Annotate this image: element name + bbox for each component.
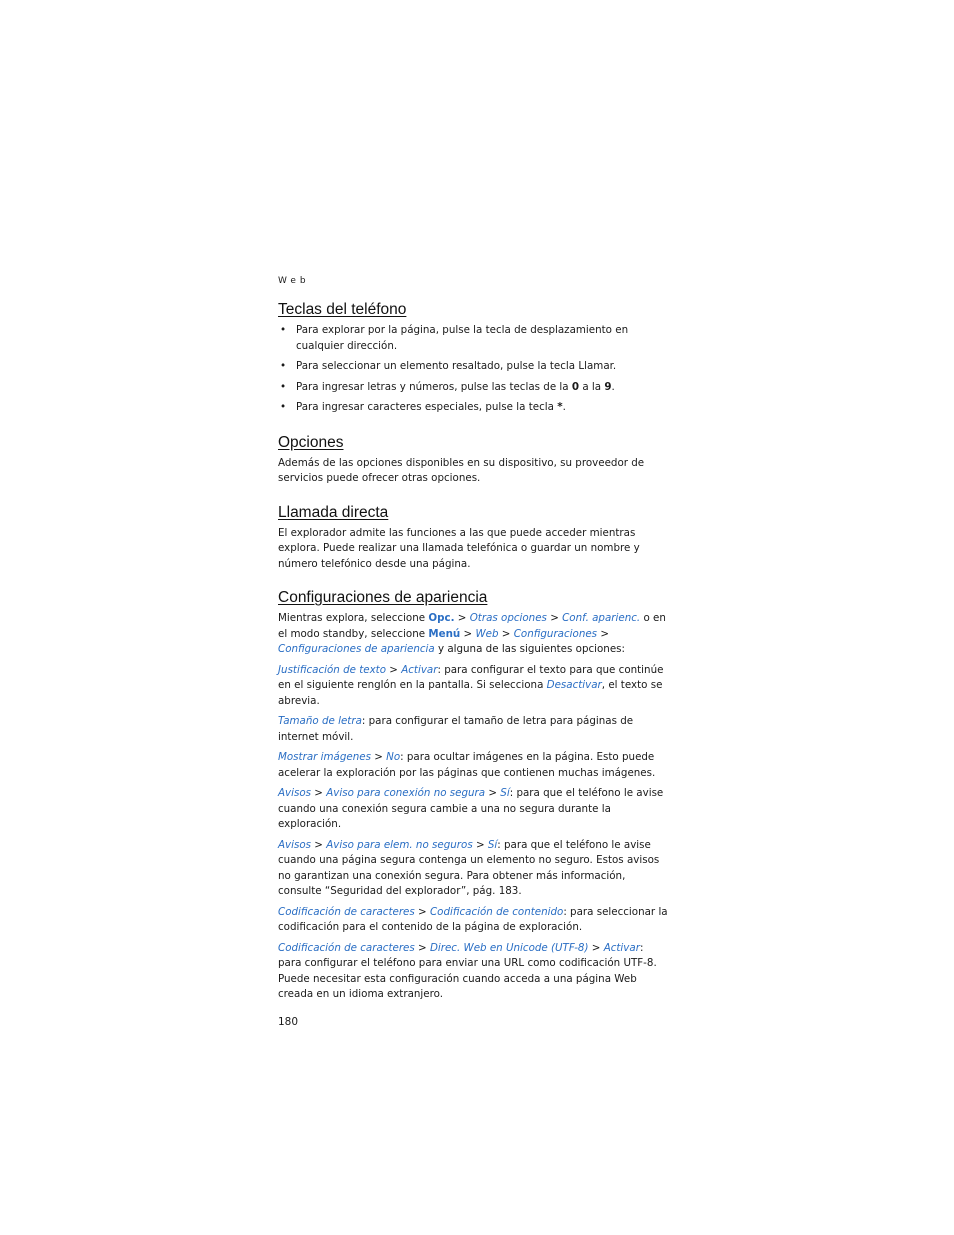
option-mostrar-imagenes: Mostrar imágenes > No: para ocultar imágenes en la página. Esto puede acelerar la exploración por las páginas que contienen muchas imágenes. xyxy=(278,751,656,779)
list-item: • Para ingresar caracteres especiales, pulse la tecla *. xyxy=(278,400,670,416)
option-tamano-letra: Tamaño de letra: para configurar el tamaño de letra para páginas de internet móvil. xyxy=(278,715,634,743)
teclas-list xyxy=(278,323,670,416)
menu-conf-aparienc: Conf. aparienc. xyxy=(562,612,641,624)
key-0: 0 xyxy=(571,380,580,393)
menu-web: Web xyxy=(475,627,499,640)
menu-menu: Menú xyxy=(428,627,461,640)
menu-configuraciones-apariencia: Configuraciones de apariencia xyxy=(278,643,435,655)
heading-apariencia: Configuraciones de apariencia xyxy=(278,589,488,606)
option-justificacion: Justificación de texto > Activar: para configurar el texto para que continúe en el siguiente renglón en la pantalla. Si selecciona Desactivar, el texto se abrevia. xyxy=(278,663,664,707)
option-aviso-conexion: Avisos > Aviso para conexión no segura > Sí: para que el teléfono le avise cuando una conexión segura cambie a una no segura durante la exploración. xyxy=(278,787,664,830)
heading-opciones: Opciones xyxy=(278,433,344,451)
llamada-body: El explorador admite las funciones a las que puede acceder mientras explora. Puede realizar una llamada telefónica o guardar un nombre y número telefónico desde una página. xyxy=(278,526,640,570)
menu-opc: Opc. xyxy=(428,612,455,624)
heading-teclas: Teclas del teléfono xyxy=(278,301,407,318)
key-star: * xyxy=(557,401,563,413)
list-item: • Para ingresar letras y números, pulse las teclas de la 0 a la 9. xyxy=(278,380,670,396)
option-codificacion-contenido: Codificación de caracteres > Codificación de contenido: para seleccionar la codificación para el contenido de la página de exploración. xyxy=(278,905,668,933)
manual-page xyxy=(278,274,670,1030)
option-codificacion-utf8: Codificación de caracteres > Direc. Web en Unicode (UTF-8) > Activar: para configurar el teléfono para enviar una URL como codificación UTF-8. Puede necesitar esta configuración cuando acceda a una página Web creada en un idioma extranjero. xyxy=(278,941,657,1000)
list-item: • Para seleccionar un elemento resaltado, pulse la tecla Llamar. xyxy=(278,359,670,375)
menu-configuraciones: Configuraciones xyxy=(513,627,598,640)
heading-llamada-directa: Llamada directa xyxy=(278,503,389,521)
option-aviso-elementos: Avisos > Aviso para elem. no seguros > Sí: para que el teléfono le avise cuando una página segura contenga un elemento no seguro. Estos avisos no garantizan una conexión segura. Para obtener más información, consulte “Seguridad del explorador”, pág. 183. xyxy=(278,838,660,897)
page-number: 180 xyxy=(278,1015,299,1028)
running-head: Web xyxy=(278,276,310,286)
opciones-body: Además de las opciones disponibles en su dispositivo, su proveedor de servicios puede ofrecer otras opciones. xyxy=(278,456,645,484)
apariencia-intro: Mientras explora, seleccione Opc. > Otras opciones > Conf. aparienc. o en el modo standby, seleccione Menú > Web > Configuraciones > Configuraciones de apariencia y alguna de las siguientes opciones: xyxy=(278,612,666,655)
list-item: • Para explorar por la página, pulse la tecla de desplazamiento en cualquier dirección. xyxy=(278,323,670,354)
key-9: 9 xyxy=(604,380,612,393)
menu-otras-opciones: Otras opciones xyxy=(469,612,547,624)
